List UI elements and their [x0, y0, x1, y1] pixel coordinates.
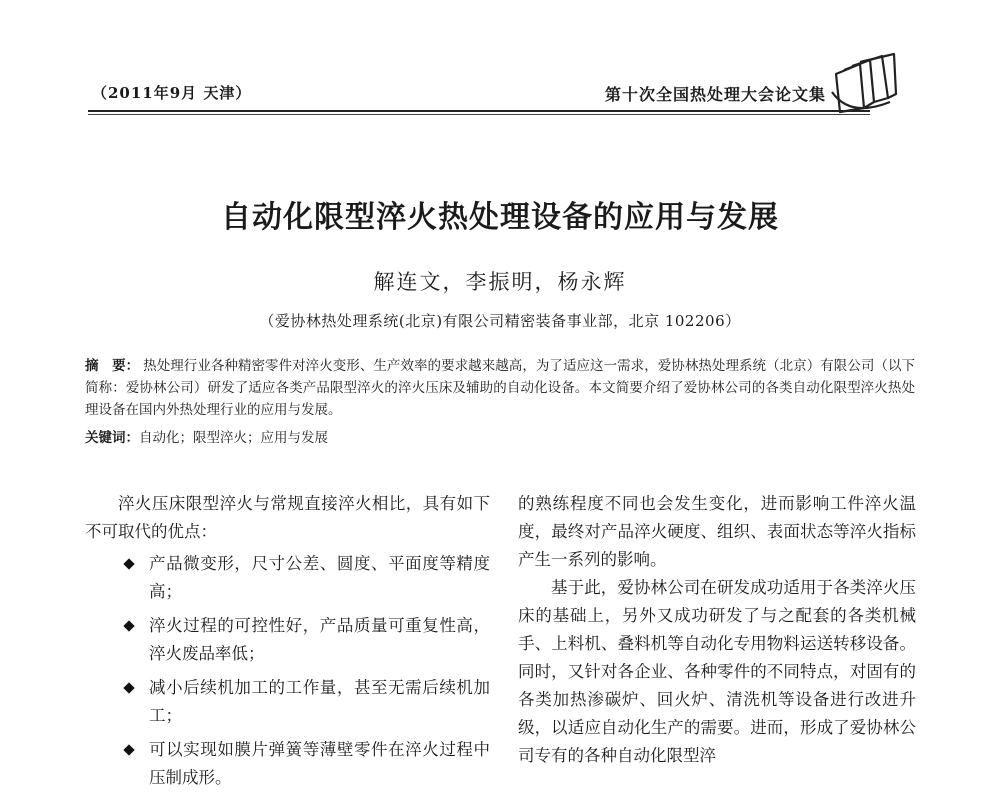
list-item — [85, 736, 490, 792]
list-item-text: 减小后续机加工的工作量，甚至无需后续机加工； — [149, 678, 490, 725]
list-item — [85, 550, 490, 606]
keywords — [85, 427, 915, 449]
continued-paragraph: 的熟练程度不同也会发生变化，进而影响工件淬火温度，最终对产品淬火硬度、组织、表面状态等淬火指标产生一系列的影响。 — [518, 494, 916, 569]
header-rule-thin — [88, 114, 870, 115]
list-item-text: 可以实现如膜片弹簧等薄壁零件在淬火过程中压制成形。 — [149, 740, 490, 787]
header-rule-thick — [88, 110, 870, 112]
diamond-bullet-icon — [123, 682, 134, 693]
keywords-text: 自动化；限型淬火；应用与发展 — [139, 430, 328, 446]
list-item — [85, 612, 490, 668]
body-paragraph: 基于此，爱协林公司在研发成功适用于各类淬火压床的基础上，另外又成功研发了与之配套的各类机械手、上料机、叠料机等自动化专用物料运送转移设备。同时，又针对各企业、各种零件的不同特点，对固有的各类加热渗碳炉、回火炉、清洗机等设备进行改进升级，以适应自动化生产的需要。进而，形成了爱协林公司专有的各种自动化限型淬 — [518, 578, 916, 765]
diamond-bullet-icon — [123, 558, 134, 569]
list-item — [85, 674, 490, 730]
paper-title: 自动化限型淬火热处理设备的应用与发展 — [221, 200, 779, 235]
list-item-text: 淬火过程的可控性好，产品质量可重复性高，淬火废品率低； — [149, 616, 490, 663]
book-stack-logo-icon — [830, 52, 900, 116]
diamond-bullet-icon — [123, 620, 134, 631]
diamond-bullet-icon — [123, 744, 134, 755]
abstract-text: 热处理行业各种精密零件对淬火变形、生产效率的要求越来越高，为了适应这一需求，爱协林热处理系统（北京）有限公司（以下简称：爱协林公司）研发了适应各类产品限型淬火的淬火压床及辅助的自动化设备。本文简要介绍了爱协林公司的各类自动化限型淬火热处理设备在国内外热处理行业的应用与发展。 — [85, 358, 916, 418]
author-affiliation: （爱协林热处理系统(北京)有限公司精密装备事业部，北京 102206） — [259, 312, 741, 330]
intro-paragraph: 淬火压床限型淬火与常规直接淬火相比，具有如下不可取代的优点： — [85, 494, 490, 541]
paper-authors: 解连文，李振明，杨永辉 — [373, 270, 627, 294]
body-left-column — [85, 490, 490, 798]
proceedings-date-location: （2011年9月 天津） — [92, 84, 252, 102]
list-item-text: 产品微变形，尺寸公差、圆度、平面度等精度高； — [149, 554, 490, 601]
body-right-column — [518, 490, 916, 770]
abstract-label: 摘 要： — [85, 358, 140, 374]
proceedings-title: 第十次全国热处理大会论文集 — [605, 85, 827, 104]
abstract — [85, 355, 915, 421]
keywords-label: 关键词： — [85, 430, 139, 446]
advantages-list — [85, 550, 490, 792]
